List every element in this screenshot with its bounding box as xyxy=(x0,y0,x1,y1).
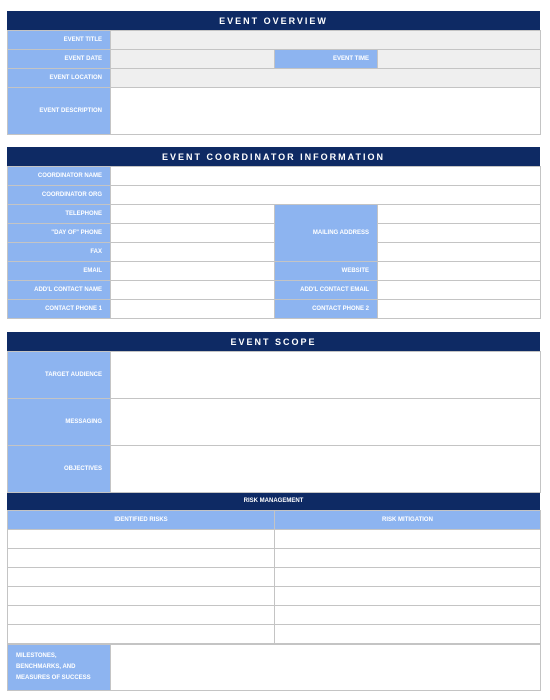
event-description-field[interactable] xyxy=(111,101,540,121)
addl-contact-email-label: ADD'L CONTACT EMAIL xyxy=(275,281,378,300)
addl-contact-name-cell xyxy=(111,281,275,300)
coordinator-table xyxy=(7,166,541,319)
fax-field[interactable] xyxy=(111,251,274,258)
event-title-field[interactable] xyxy=(111,39,540,46)
fax-label: FAX xyxy=(8,243,111,262)
milestones-field[interactable] xyxy=(111,658,540,678)
identified-risk-cell xyxy=(8,606,275,625)
event-description-label: EVENT DESCRIPTION xyxy=(8,88,111,135)
event-scope-section xyxy=(7,332,540,691)
milestones-label: MILESTONES, BENCHMARKS, AND MEASURES OF SUCCESS xyxy=(8,645,111,691)
risk-management-header: RISK MANAGEMENT xyxy=(7,493,540,510)
mailing-address-field-2[interactable] xyxy=(378,232,540,239)
identified-risks-header: IDENTIFIED RISKS xyxy=(8,511,275,530)
mailing-address-cell-1 xyxy=(378,205,541,224)
website-field[interactable] xyxy=(378,270,540,277)
coordinator-header: EVENT COORDINATOR INFORMATION xyxy=(7,147,540,166)
objectives-cell xyxy=(111,446,541,493)
mailing-address-field-1[interactable] xyxy=(378,213,540,220)
coordinator-name-cell xyxy=(111,167,541,186)
contact-phone-1-cell xyxy=(111,300,275,319)
coordinator-name-label: COORDINATOR NAME xyxy=(8,167,111,186)
risk-mitigation-cell xyxy=(275,587,541,606)
risk-mitigation-field[interactable] xyxy=(275,557,540,564)
risk-mitigation-cell xyxy=(275,549,541,568)
mailing-address-field-3[interactable] xyxy=(378,251,540,258)
day-of-phone-label: "DAY OF" PHONE xyxy=(8,224,111,243)
risk-mitigation-cell xyxy=(275,606,541,625)
telephone-cell xyxy=(111,205,275,224)
milestones-table xyxy=(7,644,541,691)
event-location-cell xyxy=(111,69,541,88)
contact-phone-2-field[interactable] xyxy=(378,308,540,315)
addl-contact-email-cell xyxy=(378,281,541,300)
identified-risk-field[interactable] xyxy=(8,614,274,621)
event-scope-header: EVENT SCOPE xyxy=(7,332,540,351)
addl-contact-email-field[interactable] xyxy=(378,289,540,296)
risk-mitigation-header: RISK MITIGATION xyxy=(275,511,541,530)
risk-row xyxy=(8,606,541,625)
event-date-label: EVENT DATE xyxy=(8,50,111,69)
email-label: EMAIL xyxy=(8,262,111,281)
mailing-address-cell-2 xyxy=(378,224,541,243)
target-audience-field[interactable] xyxy=(111,365,540,385)
event-location-label: EVENT LOCATION xyxy=(8,69,111,88)
identified-risk-cell xyxy=(8,587,275,606)
event-title-cell xyxy=(111,31,541,50)
contact-phone-1-label: CONTACT PHONE 1 xyxy=(8,300,111,319)
telephone-field[interactable] xyxy=(111,213,274,220)
milestones-cell xyxy=(111,645,541,691)
contact-phone-2-label: CONTACT PHONE 2 xyxy=(275,300,378,319)
coordinator-name-field[interactable] xyxy=(111,175,540,182)
event-title-label: EVENT TITLE xyxy=(8,31,111,50)
identified-risk-field[interactable] xyxy=(8,576,274,583)
risk-mitigation-field[interactable] xyxy=(275,576,540,583)
event-time-field[interactable] xyxy=(378,58,540,65)
event-location-field[interactable] xyxy=(111,77,540,84)
identified-risk-cell xyxy=(8,549,275,568)
risk-row xyxy=(8,549,541,568)
event-date-cell xyxy=(111,50,275,69)
day-of-phone-field[interactable] xyxy=(111,232,274,239)
fax-cell xyxy=(111,243,275,262)
email-cell xyxy=(111,262,275,281)
contact-phone-2-cell xyxy=(378,300,541,319)
identified-risk-field[interactable] xyxy=(8,538,274,545)
identified-risk-cell xyxy=(8,530,275,549)
risk-row xyxy=(8,587,541,606)
addl-contact-name-field[interactable] xyxy=(111,289,274,296)
website-label: WEBSITE xyxy=(275,262,378,281)
contact-phone-1-field[interactable] xyxy=(111,308,274,315)
website-cell xyxy=(378,262,541,281)
event-time-cell xyxy=(378,50,541,69)
event-overview-header: EVENT OVERVIEW xyxy=(7,11,540,30)
addl-contact-name-label: ADD'L CONTACT NAME xyxy=(8,281,111,300)
coordinator-org-label: COORDINATOR ORG xyxy=(8,186,111,205)
risk-mitigation-field[interactable] xyxy=(275,633,540,640)
risk-table xyxy=(7,510,541,644)
event-description-cell xyxy=(111,88,541,135)
event-overview-table xyxy=(7,30,541,135)
identified-risk-cell xyxy=(8,568,275,587)
telephone-label: TELEPHONE xyxy=(8,205,111,224)
risk-mitigation-field[interactable] xyxy=(275,595,540,602)
risk-row xyxy=(8,568,541,587)
messaging-label: MESSAGING xyxy=(8,399,111,446)
coordinator-org-field[interactable] xyxy=(111,194,540,201)
messaging-field[interactable] xyxy=(111,412,540,432)
email-field[interactable] xyxy=(111,270,274,277)
risk-mitigation-field[interactable] xyxy=(275,538,540,545)
target-audience-label: TARGET AUDIENCE xyxy=(8,352,111,399)
coordinator-section xyxy=(7,147,540,319)
target-audience-cell xyxy=(111,352,541,399)
identified-risk-field[interactable] xyxy=(8,557,274,564)
risk-mitigation-cell xyxy=(275,568,541,587)
identified-risk-field[interactable] xyxy=(8,633,274,640)
risk-mitigation-cell xyxy=(275,530,541,549)
day-of-phone-cell xyxy=(111,224,275,243)
event-overview-section xyxy=(7,11,540,135)
mailing-address-label: MAILING ADDRESS xyxy=(275,205,378,262)
event-time-label: EVENT TIME xyxy=(275,50,378,69)
risk-row xyxy=(8,625,541,644)
identified-risk-field[interactable] xyxy=(8,595,274,602)
objectives-label: OBJECTIVES xyxy=(8,446,111,493)
risk-mitigation-field[interactable] xyxy=(275,614,540,621)
risk-mitigation-cell xyxy=(275,625,541,644)
coordinator-org-cell xyxy=(111,186,541,205)
objectives-field[interactable] xyxy=(111,459,540,479)
identified-risk-cell xyxy=(8,625,275,644)
event-date-field[interactable] xyxy=(111,58,274,65)
mailing-address-cell-3 xyxy=(378,243,541,262)
risk-row xyxy=(8,530,541,549)
messaging-cell xyxy=(111,399,541,446)
event-scope-table xyxy=(7,351,541,493)
